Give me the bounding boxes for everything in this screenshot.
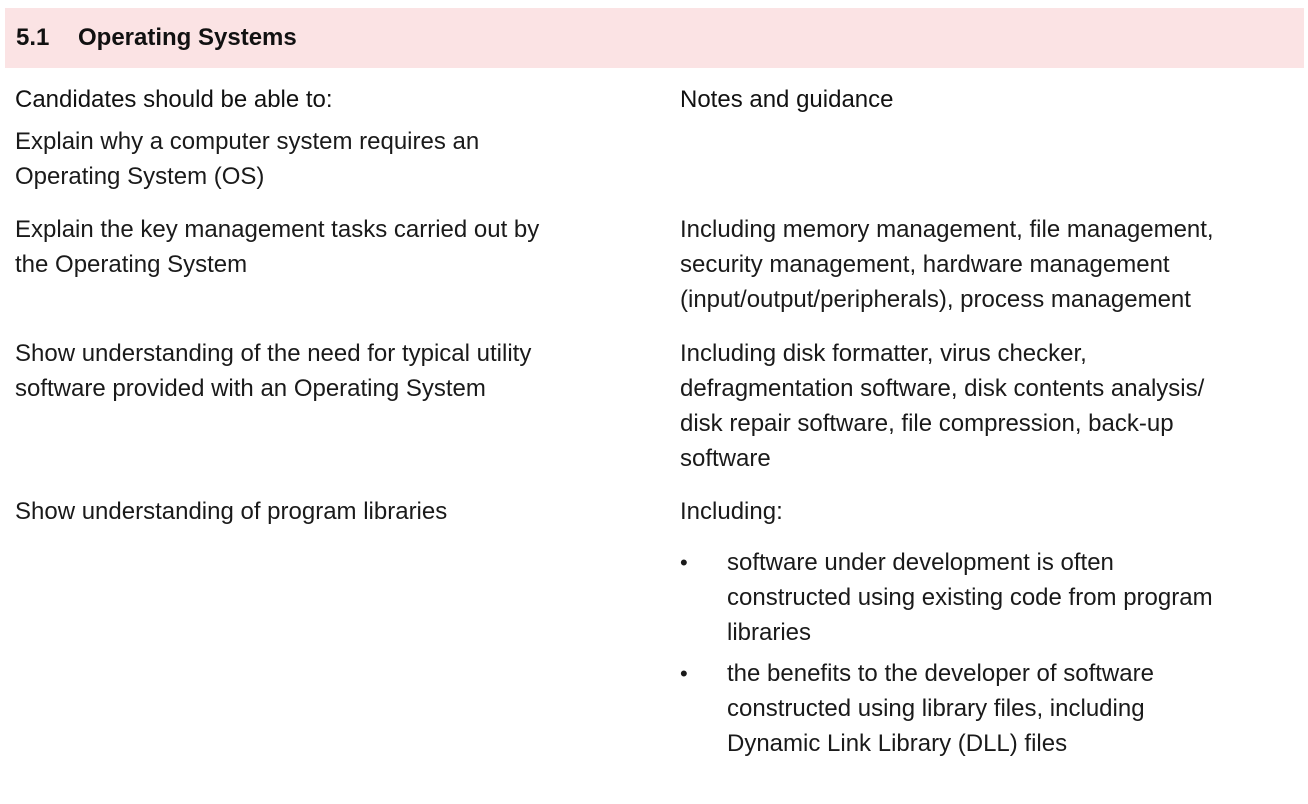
- row-2-guidance-line-1: Including memory management, file management,: [680, 216, 1214, 243]
- row-3-objective-line-1: Show understanding of the need for typical utility: [15, 340, 532, 367]
- bullet-icon: •: [680, 661, 688, 686]
- bullet-2-line-1: the benefits to the developer of software: [727, 660, 1154, 687]
- row-2-objective: [15, 212, 539, 282]
- bullet-item-2: [727, 656, 1154, 761]
- row-2-guidance-line-3: (input/output/peripherals), process management: [680, 286, 1191, 313]
- row-4-objective: [15, 494, 447, 529]
- section-number: 5.1: [16, 24, 50, 51]
- bullet-1-line-3: libraries: [727, 619, 812, 646]
- section-title: Operating Systems: [78, 24, 297, 51]
- row-3-guidance-line-4: software: [680, 445, 771, 472]
- bullet-2-line-2: constructed using library files, including: [727, 695, 1145, 722]
- bullet-item-1: [727, 545, 1213, 650]
- row-1-objective: [15, 124, 479, 194]
- row-1-objective-line-2: Operating System (OS): [15, 163, 265, 190]
- section-header: [5, 8, 1304, 68]
- row-3-guidance-line-2: defragmentation software, disk contents analysis/: [680, 375, 1205, 402]
- row-3-objective: [15, 336, 531, 406]
- row-4-guidance: [680, 494, 783, 529]
- notes-column-header: Notes and guidance: [680, 86, 894, 113]
- row-2-objective-line-2: the Operating System: [15, 251, 248, 278]
- row-4-guidance-line-1: Including:: [680, 498, 783, 525]
- bullet-2-line-3: Dynamic Link Library (DLL) files: [727, 730, 1068, 757]
- row-1-objective-line-1: Explain why a computer system requires an: [15, 128, 480, 155]
- row-3-guidance-line-3: disk repair software, file compression, back-up: [680, 410, 1174, 437]
- row-3-guidance-line-1: Including disk formatter, virus checker,: [680, 340, 1087, 367]
- bullet-1-line-2: constructed using existing code from program: [727, 584, 1213, 611]
- bullet-icon: •: [680, 550, 688, 575]
- row-2-guidance: [680, 212, 1214, 317]
- row-3-guidance: [680, 336, 1204, 476]
- row-2-guidance-line-2: security management, hardware management: [680, 251, 1170, 278]
- bullet-1-line-1: software under development is often: [727, 549, 1114, 576]
- row-2-objective-line-1: Explain the key management tasks carried out by: [15, 216, 540, 243]
- row-3-objective-line-2: software provided with an Operating System: [15, 375, 486, 402]
- row-4-objective-line-1: Show understanding of program libraries: [15, 498, 448, 525]
- candidates-column-header: Candidates should be able to:: [15, 86, 333, 113]
